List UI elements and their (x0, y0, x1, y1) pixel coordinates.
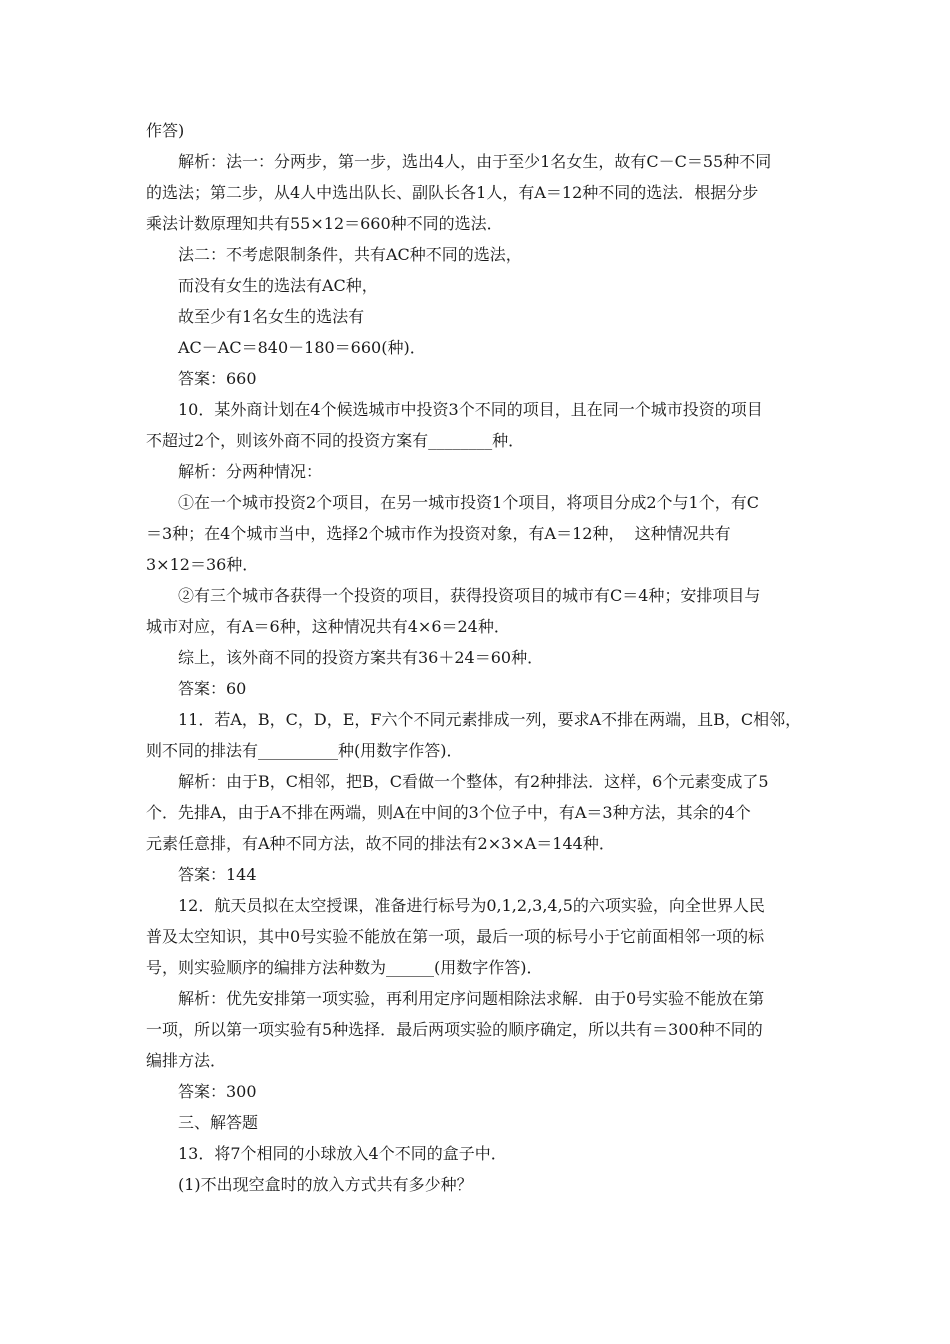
answer-line: 答案：300 (178, 1082, 257, 1101)
text-line: 乘法计数原理知共有55×12＝660种不同的选法． (146, 214, 503, 233)
text-line: 的选法；第二步，从4人中选出队长、副队长各1人，有A＝12种不同的选法．根据分步 (146, 183, 759, 202)
text-line: 解析：优先安排第一项实验，再利用定序问题相除法求解．由于0号实验不能放在第 (178, 989, 765, 1008)
question-11: 11．若A，B，C，D，E，F六个不同元素排成一列，要求A不排在两端，且B，C相邻， (178, 710, 802, 729)
text-line: AC－AC＝840－180＝660(种)． (178, 338, 426, 357)
text-line: 解析：由于B，C相邻，把B，C看做一个整体，有2种排法．这样，6个元素变成了5 (178, 772, 769, 791)
text-line: 一项，所以第一项实验有5种选择．最后两项实验的顺序确定，所以共有＝300种不同的 (146, 1020, 763, 1039)
text-line: 而没有女生的选法有AC种， (178, 276, 378, 295)
text-line: 个．先排A，由于A不排在两端，则A在中间的3个位子中，有A＝3种方法，其余的4个 (146, 803, 751, 822)
text-line: ＝3种；在4个城市当中，选择2个城市作为投资对象，有A＝12种， 这种情况共有 (146, 524, 731, 543)
text-line: 3×12＝36种． (146, 555, 259, 574)
text-line: 解析：法一：分两步，第一步，选出4人，由于至少1名女生，故有C－C＝55种不同 (178, 152, 772, 171)
text-line: 法二：不考虑限制条件，共有AC种不同的选法， (178, 245, 522, 264)
text-line: 则不同的排法有__________种(用数字作答)． (146, 741, 463, 760)
text-line: ②有三个城市各获得一个投资的项目，获得投资项目的城市有C＝4种；安排项目与 (178, 586, 761, 605)
question-10: 10．某外商计划在4个候选城市中投资3个不同的项目，且在同一个城市投资的项目 (178, 400, 763, 419)
text-line: 不超过2个，则该外商不同的投资方案有________种． (146, 431, 525, 450)
text-line: 城市对应，有A＝6种，这种情况共有4×6＝24种． (146, 617, 510, 636)
text-line: 普及太空知识，其中0号实验不能放在第一项，最后一项的标号小于它前面相邻一项的标 (146, 927, 765, 946)
answer-line: 答案：660 (178, 369, 257, 388)
text-line: ①在一个城市投资2个项目，在另一城市投资1个项目，将项目分成2个与1个，有C (178, 493, 759, 512)
section-heading: 三、解答题 (178, 1113, 259, 1132)
question-12: 12．航天员拟在太空授课，准备进行标号为0,1,2,3,4,5的六项实验，向全世界人民 (178, 896, 765, 915)
text-line: 故至少有1名女生的选法有 (178, 307, 365, 326)
text-line: (1)不出现空盒时的放入方式共有多少种？ (178, 1175, 473, 1194)
answer-line: 答案：60 (178, 679, 247, 698)
text-line: 编排方法． (146, 1051, 227, 1070)
text-line: 作答) (146, 121, 185, 140)
question-13: 13．将7个相同的小球放入4个不同的盒子中． (178, 1144, 507, 1163)
text-line: 综上，该外商不同的投资方案共有36＋24＝60种． (178, 648, 544, 667)
text-line: 号，则实验顺序的编排方法种数为______(用数字作答)． (146, 958, 543, 977)
answer-line: 答案：144 (178, 865, 257, 884)
text-line: 元素任意排，有A种不同方法，故不同的排法有2×3×A＝144种． (146, 834, 615, 853)
text-line: 解析：分两种情况： (178, 462, 323, 481)
